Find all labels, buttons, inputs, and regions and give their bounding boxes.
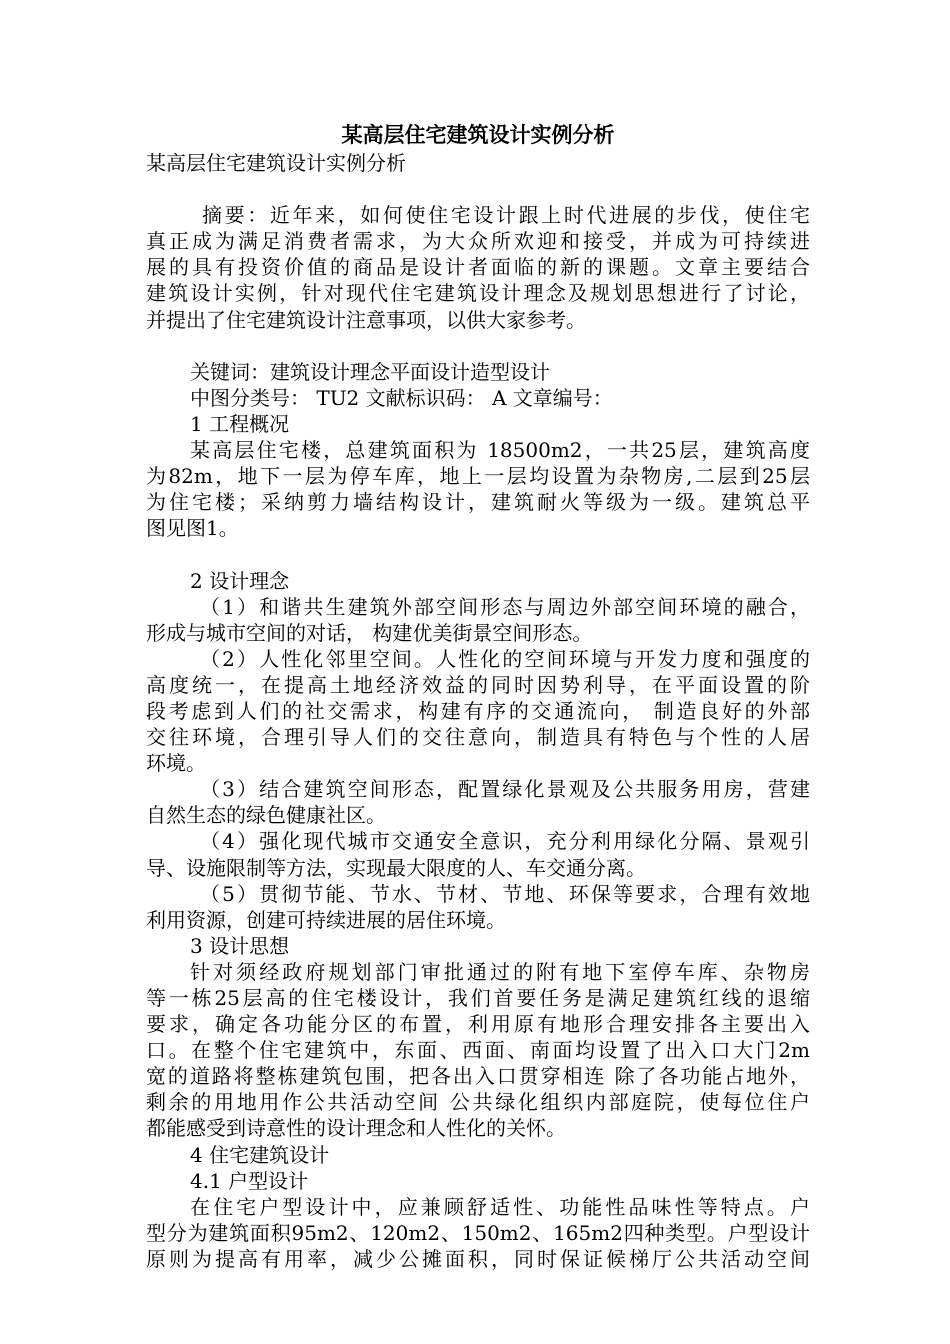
document-page	[146, 120, 810, 1272]
text-line: 3 设计思想	[190, 933, 290, 958]
text-line: （1）和谐共生建筑外部空间形态与周边外部空间环境的融合，	[200, 594, 810, 619]
text-line: 段考虑到人们的社交需求，构建有序的交通流向， 制造良好的外部	[146, 698, 810, 723]
text-line: 高度统一，在提高土地经济效益的同时因势利导，在平面设置的阶	[146, 672, 810, 697]
text-line: 口。在整个住宅建筑中，东面、西面、南面均设置了出入口大门2m	[146, 1038, 810, 1063]
text-line: 等一栋25层高的住宅楼设计，我们首要任务是满足建筑红线的退缩	[146, 986, 810, 1010]
text-line: 并提出了住宅建筑设计注意事项，以供大家参考。	[146, 307, 586, 332]
text-line: 中图分类号： TU2 文献标识码： A 文章编号：	[190, 385, 613, 410]
text-line: 宽的道路将整栋建筑包围，把各出入口贯穿相连 除了各功能占地外，	[146, 1064, 810, 1089]
text-line: 形成与城市空间的对话， 构建优美街景空间形态。	[146, 620, 593, 645]
blank-line	[146, 333, 810, 359]
text-line: 展的具有投资价值的商品是设计者面临的新的课题。文章主要结合	[146, 255, 810, 280]
text-line: 导、设施限制等方法，实现最大限度的人、车交通分离。	[146, 855, 646, 880]
text-line: （2）人性化邻里空间。人性化的空间环境与开发力度和强度的	[200, 646, 810, 671]
document-body	[146, 176, 810, 1272]
text-line: 利用资源，创建可持续进展的居住环境。	[146, 907, 506, 932]
text-line: 某高层住宅楼，总建筑面积为 18500m2，一共25层，建筑高度	[190, 438, 810, 463]
text-line: 4.1 户型设计	[190, 1168, 309, 1193]
text-line: 1 工程概况	[190, 411, 290, 436]
text-line: 在住宅户型设计中，应兼顾舒适性、功能性品味性等特点。户	[190, 1194, 810, 1219]
text-line: 图见图1。	[146, 516, 239, 541]
text-line: （5）贯彻节能、节水、节材、节地、环保等要求，合理有效地	[200, 881, 810, 906]
text-line: 环境。	[146, 751, 206, 776]
text-line: 剩余的用地用作公共活动空间 公共绿化组织内部庭院，使每位住户	[146, 1090, 810, 1115]
text-line: 关键词：建筑设计理念平面设计造型设计	[190, 359, 550, 384]
text-line: 交往环境，合理引导人们的交往意向，制造具有特色与个性的人居	[146, 725, 810, 750]
text-line: 原则为提高有用率，减少公摊面积，同时保证候梯厅公共活动空间	[146, 1246, 810, 1271]
text-line: 建筑设计实例，针对现代住宅建筑设计理念及规划思想进行了讨论，	[146, 281, 810, 306]
text-line: 4 住宅建筑设计	[190, 1142, 330, 1167]
text-line: 摘要：近年来，如何使住宅设计跟上时代进展的步伐，使住宅	[202, 203, 810, 228]
document-subtitle: 某高层住宅建筑设计实例分析	[146, 151, 406, 175]
text-line: 为82m，地下一层为停车库，地上一层均设置为杂物房,二层到25层	[146, 464, 810, 489]
text-line: 要求，确定各功能分区的布置，利用原有地形合理安排各主要出入	[146, 1012, 810, 1037]
text-line: 都能感受到诗意性的设计理念和人性化的关怀。	[146, 1116, 566, 1141]
blank-line	[146, 541, 810, 567]
text-line: 针对须经政府规划部门审批通过的附有地下室停车库、杂物房	[190, 959, 810, 984]
text-line: （4）强化现代城市交通安全意识，充分利用绿化分隔、景观引	[200, 829, 810, 854]
text-line: 自然生态的绿色健康社区。	[146, 803, 386, 828]
text-line: 真正成为满足消费者需求，为大众所欢迎和接受，并成为可持续进	[146, 229, 810, 254]
text-line: 型分为建筑面积95m2、120m2、150m2、165m2四种类型。户型设计	[146, 1220, 810, 1245]
text-line: 为住宅楼；采纳剪力墙结构设计，建筑耐火等级为一级。建筑总平	[146, 490, 810, 515]
text-line: （3）结合建筑空间形态，配置绿化景观及公共服务用房，营建	[200, 777, 810, 802]
document-title: 某高层住宅建筑设计实例分析	[341, 122, 615, 147]
text-line: 2 设计理念	[190, 568, 290, 593]
blank-line	[146, 176, 810, 202]
